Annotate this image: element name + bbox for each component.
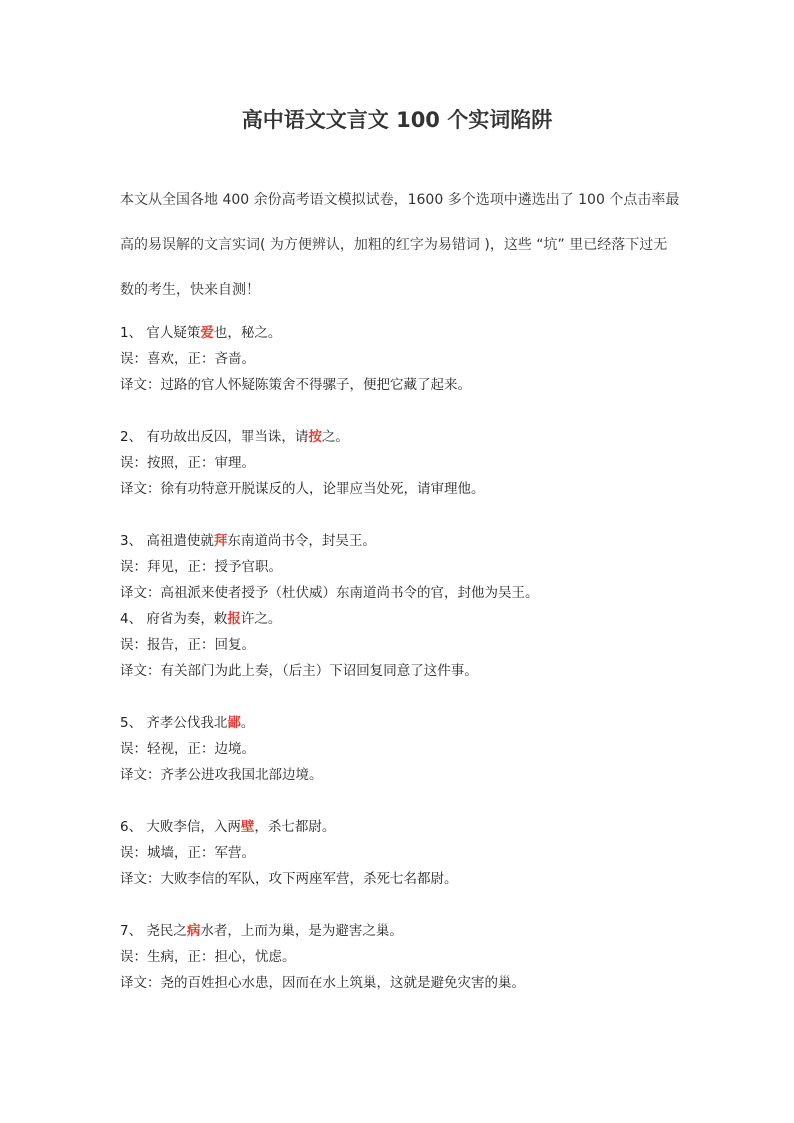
entry-question: 6、 大败李信，入两壁，杀七都尉。	[120, 819, 336, 835]
entry-question: 4、 府省为奏，敕报许之。	[120, 611, 282, 627]
entry-wrong-correct: 误：报告，正：回复。	[120, 637, 255, 653]
entry-item	[120, 424, 720, 502]
entry-translation: 译文：大败李信的军队，攻下两座军营，杀死七名都尉。	[120, 871, 458, 887]
entry-translation: 译文：高祖派来使者授予（杜伏威）东南道尚书令的官，封他为吴王。	[120, 585, 539, 601]
highlight-word: 鄙	[227, 715, 241, 731]
highlight-word: 爱	[200, 325, 214, 341]
entry-wrong-correct: 误：按照，正：审理。	[120, 455, 255, 471]
entry-item	[120, 320, 720, 398]
entry-item	[120, 528, 720, 606]
highlight-word: 拜	[213, 533, 228, 549]
highlight-word: 报	[227, 611, 241, 627]
page-title: 高中语文文言文 100 个实词陷阱	[241, 108, 553, 132]
entry-question: 7、 尧民之病水者，上而为巢，是为避害之巢。	[120, 923, 403, 939]
entry-item	[120, 918, 720, 996]
entry-wrong-correct: 误：生病，正：担心，忧虑。	[120, 949, 296, 965]
entry-list	[120, 320, 720, 1022]
entry-question: 1、 官人疑策爱也，秘之。	[120, 325, 282, 341]
entry-wrong-correct: 误：轻视，正：边境。	[120, 741, 255, 757]
entry-translation: 译文：有关部门为此上奏，（后主）下诏回复同意了这件事。	[120, 663, 478, 679]
highlight-word: 病	[186, 923, 201, 939]
entry-item	[120, 814, 720, 892]
entry-wrong-correct: 误：拜见，正：授予官职。	[120, 559, 282, 575]
entry-translation: 译文：过路的官人怀疑陈策舍不得骡子，便把它藏了起来。	[120, 377, 471, 393]
entry-translation: 译文：尧的百姓担心水患，因而在水上筑巢，这就是避免灾害的巢。	[120, 975, 525, 991]
entry-wrong-correct: 误：喜欢，正：吝啬。	[120, 351, 255, 367]
entry-wrong-correct: 误：城墙，正：军营。	[120, 845, 255, 861]
intro-paragraph: 本文从全国各地 400 余份高考语文模拟试卷，1600 多个选项中遴选出了 100 个点击率最高的易误解的文言实词( 为方便辨认，加粗的红字为易错词 )，这些 “坑” 里已经落下过无数的考生，快来自测！	[120, 192, 680, 298]
entry-translation: 译文：齐孝公进攻我国北部边境。	[120, 767, 323, 783]
entry-item	[120, 606, 720, 684]
entry-question: 5、 齐孝公伐我北鄙。	[120, 715, 255, 731]
entry-translation: 译文：徐有功特意开脱谋反的人，论罪应当处死，请审理他。	[120, 481, 485, 497]
entry-question: 2、 有功故出反囚，罪当诛，请按之。	[120, 429, 349, 445]
highlight-word: 按	[308, 429, 322, 445]
highlight-word: 壁	[240, 819, 255, 835]
entry-question: 3、 高祖遣使就拜东南道尚书令，封吴王。	[120, 533, 376, 549]
entry-item	[120, 710, 720, 788]
